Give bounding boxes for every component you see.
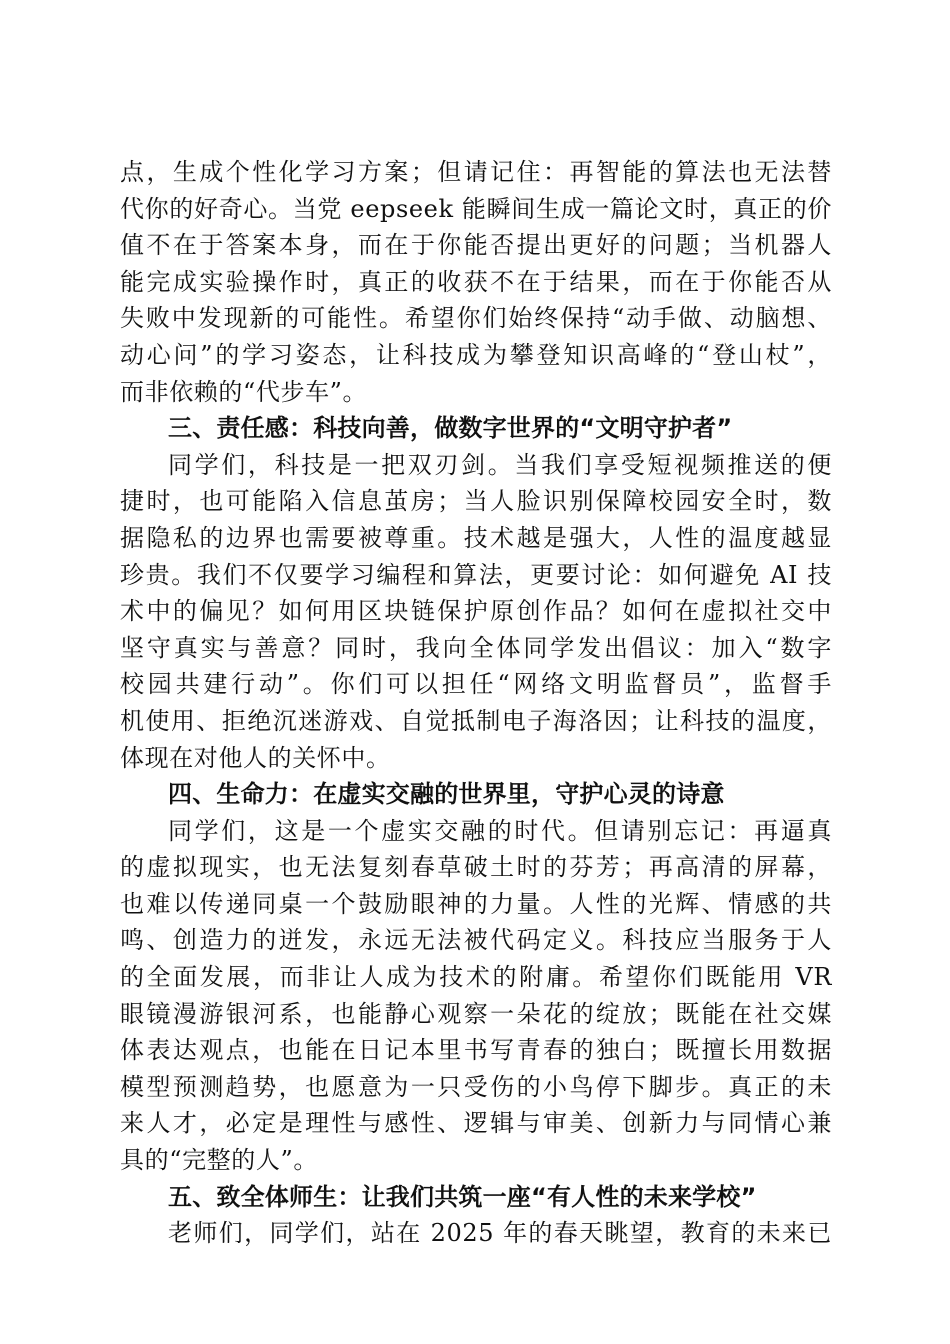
text-line: 能完成实验操作时，真正的收获不在于结果，而在于你能否从 — [120, 267, 832, 296]
section-heading-responsibility: 三、责任感：科技向善，做数字世界的“文明守护者” — [168, 414, 733, 443]
text-line: 捷时，也可能陷入信息茧房；当人脸识别保障校园安全时，数 — [120, 487, 832, 516]
paragraph-vitality — [120, 813, 832, 1179]
text-line: 具的“完整的人”。 — [120, 1146, 318, 1175]
paragraph-learning — [120, 154, 832, 410]
section-heading-vitality: 四、生命力：在虚实交融的世界里，守护心灵的诗意 — [168, 780, 725, 809]
text-line: 鸣、创造力的迸发，永远无法被代码定义。科技应当服务于人 — [120, 926, 832, 955]
text-line: 眼镜漫游银河系，也能静心观察一朵花的绽放；既能在社交媒 — [120, 999, 832, 1028]
text-line: 来人才，必定是理性与感性、逻辑与审美、创新力与同情心兼 — [120, 1109, 832, 1138]
text-line: 体表达观点，也能在日记本里书写青春的独白；既擅长用数据 — [120, 1036, 832, 1065]
text-line: 代你的好奇心。当党 eepseek 能瞬间生成一篇论文时，真正的价 — [120, 194, 832, 223]
text-line: 失败中发现新的可能性。希望你们始终保持“动手做、动脑想、 — [120, 304, 832, 333]
text-line: 也难以传递同桌一个鼓励眼神的力量。人性的光辉、情感的共 — [120, 889, 832, 918]
text-line: 老师们，同学们，站在 2025 年的春天眺望，教育的未来已 — [168, 1219, 832, 1248]
text-line: 同学们，这是一个虚实交融的时代。但请别忘记：再逼真 — [168, 816, 832, 845]
paragraph-responsibility — [120, 447, 832, 776]
text-line: 机使用、拒绝沉迷游戏、自觉抵制电子海洛因；让科技的温度， — [120, 706, 832, 735]
text-line: 而非依赖的“代步车”。 — [120, 377, 368, 406]
text-line: 体现在对他人的关怀中。 — [120, 743, 391, 772]
text-line: 校园共建行动”。你们可以担任“网络文明监督员”，监督手 — [120, 670, 832, 699]
text-line: 同学们，科技是一把双刃剑。当我们享受短视频推送的便 — [168, 450, 832, 479]
paragraph-future-school — [120, 1215, 832, 1252]
section-heading-all-teachers-students: 五、致全体师生：让我们共筑一座“有人性的未来学校” — [168, 1182, 757, 1211]
text-line: 的全面发展，而非让人成为技术的附庸。希望你们既能用 VR — [120, 963, 832, 992]
text-line: 的虚拟现实，也无法复刻春草破土时的芬芳；再高清的屏幕， — [120, 853, 832, 882]
text-line: 坚守真实与善意？同时，我向全体同学发出倡议：加入“数字 — [120, 633, 832, 662]
text-line: 据隐私的边界也需要被尊重。技术越是强大，人性的温度越显 — [120, 523, 832, 552]
text-line: 模型预测趋势，也愿意为一只受伤的小鸟停下脚步。真正的未 — [120, 1072, 832, 1101]
text-line: 动心问”的学习姿态，让科技成为攀登知识高峰的“登山杖”， — [120, 340, 832, 369]
text-line: 术中的偏见？如何用区块链保护原创作品？如何在虚拟社交中 — [120, 597, 832, 626]
text-line: 点，生成个性化学习方案；但请记住：再智能的算法也无法替 — [120, 158, 832, 186]
text-line: 珍贵。我们不仅要学习编程和算法，更要讨论：如何避免 AI 技 — [120, 560, 832, 589]
document-page — [120, 154, 832, 1252]
text-line: 值不在于答案本身，而在于你能否提出更好的问题；当机器人 — [120, 231, 832, 260]
